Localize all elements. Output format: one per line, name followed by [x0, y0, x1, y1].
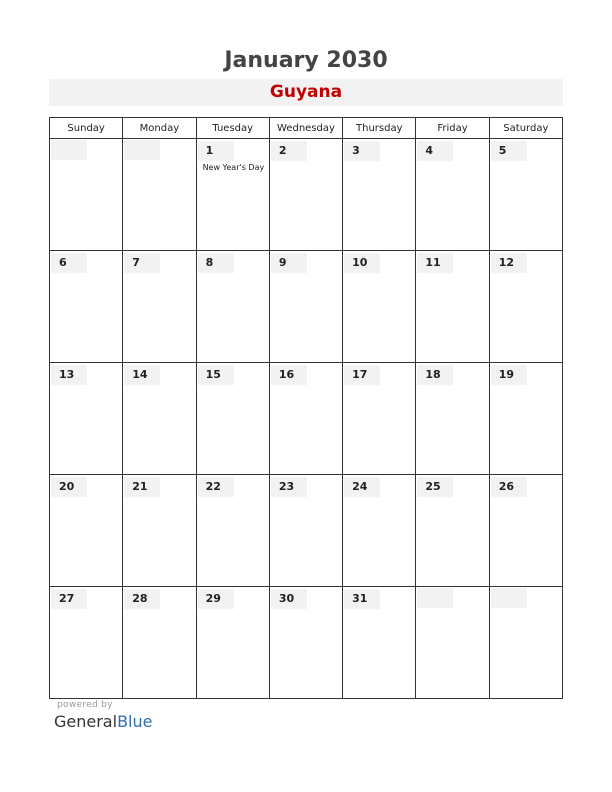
weekday-tuesday: Tuesday	[196, 118, 269, 139]
day-cell	[343, 475, 416, 587]
calendar-body	[50, 139, 563, 699]
day-cell	[269, 139, 342, 251]
day-number: 5	[491, 141, 527, 161]
day-cell	[196, 475, 269, 587]
weekday-thursday: Thursday	[343, 118, 416, 139]
day-number: 17	[344, 365, 380, 385]
day-cell	[343, 363, 416, 475]
day-number: 23	[271, 477, 307, 497]
day-number: 24	[344, 477, 380, 497]
holiday-event: New Year's Day	[202, 163, 265, 172]
weekday-header-row	[50, 118, 563, 139]
day-number: 22	[198, 477, 234, 497]
day-cell	[50, 363, 123, 475]
day-number: 14	[124, 365, 160, 385]
country-bar	[49, 79, 563, 106]
day-number: 3	[344, 141, 380, 161]
day-number: 25	[417, 477, 453, 497]
day-number: 8	[198, 253, 234, 273]
powered-by-text: powered by	[57, 700, 113, 710]
weekday-wednesday: Wednesday	[269, 118, 342, 139]
day-cell	[50, 139, 123, 251]
day-number: 2	[271, 141, 307, 161]
day-cell	[416, 251, 489, 363]
day-number: 27	[51, 589, 87, 609]
day-number: 11	[417, 253, 453, 273]
day-cell	[196, 587, 269, 699]
day-cell	[123, 139, 196, 251]
day-cell	[343, 139, 416, 251]
brand-blue-text: Blue	[117, 712, 153, 731]
day-number: 15	[198, 365, 234, 385]
day-cell	[489, 139, 562, 251]
day-cell	[196, 363, 269, 475]
calendar-grid	[49, 117, 563, 699]
weekday-sunday: Sunday	[50, 118, 123, 139]
day-cell	[123, 475, 196, 587]
day-number: 19	[491, 365, 527, 385]
day-cell	[416, 587, 489, 699]
day-cell	[489, 587, 562, 699]
day-cell	[269, 587, 342, 699]
day-number: 6	[51, 253, 87, 273]
day-cell	[50, 251, 123, 363]
day-cell	[50, 475, 123, 587]
week-row	[50, 475, 563, 587]
day-cell	[123, 363, 196, 475]
day-number: 9	[271, 253, 307, 273]
weekday-monday: Monday	[123, 118, 196, 139]
day-number: 7	[124, 253, 160, 273]
day-cell	[269, 363, 342, 475]
day-cell	[123, 587, 196, 699]
week-row	[50, 587, 563, 699]
day-number	[51, 140, 87, 160]
day-cell	[416, 363, 489, 475]
country-name: Guyana	[269, 82, 343, 102]
week-row	[50, 251, 563, 363]
day-number: 4	[417, 141, 453, 161]
day-cell	[196, 251, 269, 363]
week-row	[50, 139, 563, 251]
day-cell	[269, 251, 342, 363]
day-number: 28	[124, 589, 160, 609]
day-cell	[343, 587, 416, 699]
day-number: 13	[51, 365, 87, 385]
day-number: 20	[51, 477, 87, 497]
day-number: 30	[271, 589, 307, 609]
day-number: 29	[198, 589, 234, 609]
day-number: 31	[344, 589, 380, 609]
day-number: 26	[491, 477, 527, 497]
day-number: 21	[124, 477, 160, 497]
week-row	[50, 363, 563, 475]
day-number: 1	[198, 141, 234, 161]
day-number: 18	[417, 365, 453, 385]
day-cell	[416, 475, 489, 587]
weekday-friday: Friday	[416, 118, 489, 139]
day-cell	[196, 139, 269, 251]
day-number	[417, 588, 453, 608]
day-number: 12	[491, 253, 527, 273]
day-cell	[50, 587, 123, 699]
day-cell	[269, 475, 342, 587]
day-number: 16	[271, 365, 307, 385]
day-number	[124, 140, 160, 160]
day-cell	[343, 251, 416, 363]
brand-general-text: General	[54, 712, 118, 731]
calendar-title: January 2030	[224, 48, 388, 73]
generalblue-logo	[54, 712, 152, 731]
day-cell	[123, 251, 196, 363]
day-cell	[489, 475, 562, 587]
day-number	[491, 588, 527, 608]
weekday-saturday: Saturday	[489, 118, 562, 139]
day-cell	[416, 139, 489, 251]
day-cell	[489, 363, 562, 475]
day-cell	[489, 251, 562, 363]
day-number: 10	[344, 253, 380, 273]
